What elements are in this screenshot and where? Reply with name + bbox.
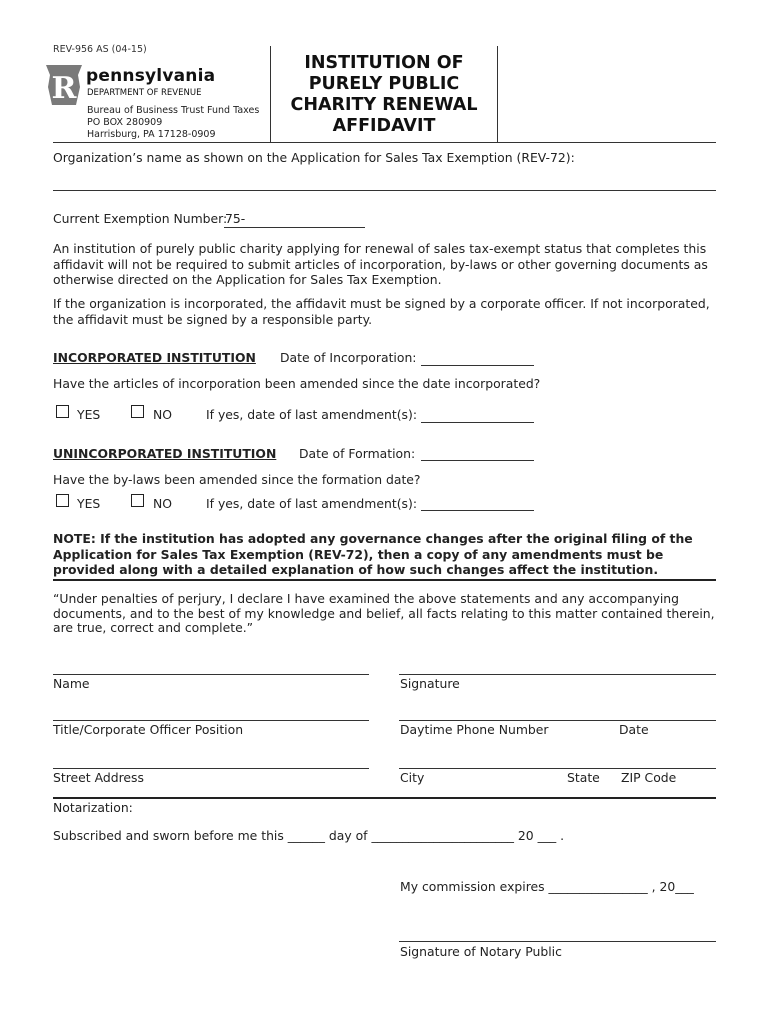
unincorporated-yes-label: YES	[77, 496, 101, 511]
sworn-line[interactable]: Subscribed and sworn before me this ______ day of _______________________ 20 ___ .	[53, 828, 565, 843]
exemption-prefix: 75-	[225, 211, 246, 226]
city-label: City	[400, 770, 425, 785]
exemption-number-label: Current Exemption Number:	[53, 211, 228, 226]
incorporated-no-checkbox[interactable]	[131, 405, 144, 418]
incorporated-amend-date-field[interactable]	[421, 422, 534, 423]
street-field[interactable]	[53, 768, 369, 769]
agency-name: pennsylvania	[86, 66, 216, 86]
unincorporated-no-checkbox[interactable]	[131, 494, 144, 507]
signature-field[interactable]	[399, 674, 716, 675]
agency-address	[87, 105, 259, 141]
unincorporated-no-label: NO	[153, 496, 173, 511]
form-title	[272, 53, 496, 137]
name-label: Name	[53, 676, 90, 691]
title-field[interactable]	[53, 720, 369, 721]
notary-signature-label: Signature of Notary Public	[400, 944, 562, 959]
name-field[interactable]	[53, 674, 369, 675]
unincorporated-heading: UNINCORPORATED INSTITUTION	[53, 446, 277, 461]
logo-letter: R	[51, 71, 77, 106]
department-name: DEPARTMENT OF REVENUE	[87, 88, 202, 98]
address-line: Bureau of Business Trust Fund Taxes	[87, 105, 260, 116]
perjury-declaration: “Under penalties of perjury, I declare I have examined the above statements and any accompanying documents, and to the best of my knowledge and belief, all facts relating to this matter contained therein, are true, correct and complete.”	[53, 591, 715, 635]
commission-line[interactable]: My commission expires ________________ , 20___	[400, 879, 694, 894]
incorporated-no-label: NO	[153, 407, 173, 422]
unincorporated-yes-checkbox[interactable]	[56, 494, 69, 507]
title-label: Title/Corporate Officer Position	[53, 722, 244, 737]
unincorporated-amend-label: If yes, date of last amendment(s):	[206, 496, 417, 511]
header-divider-left	[270, 46, 271, 142]
title-line: PURELY PUBLIC	[308, 74, 460, 94]
title-line: INSTITUTION OF	[304, 53, 464, 73]
phone-date-field[interactable]	[399, 720, 716, 721]
org-name-label: Organization’s name as shown on the Application for Sales Tax Exemption (REV-72):	[53, 150, 575, 165]
unincorporated-amend-date-field[interactable]	[421, 510, 534, 511]
date-label: Date	[619, 722, 649, 737]
form-code: REV-956 AS (04-15)	[53, 44, 147, 55]
signature-label: Signature	[400, 676, 460, 691]
formation-date-label: Date of Formation:	[299, 446, 416, 461]
note-rule	[53, 579, 716, 581]
incorporated-amend-label: If yes, date of last amendment(s):	[206, 407, 417, 422]
unincorporated-question: Have the by-laws been amended since the formation date?	[53, 472, 421, 487]
incorporation-date-label: Date of Incorporation:	[280, 350, 417, 365]
address-line: Harrisburg, PA 17128-0909	[87, 129, 216, 140]
city-state-zip-field[interactable]	[399, 768, 716, 769]
exemption-number-field[interactable]	[224, 227, 365, 228]
incorporated-question: Have the articles of incorporation been amended since the date incorporated?	[53, 376, 541, 391]
phone-label: Daytime Phone Number	[400, 722, 549, 737]
street-label: Street Address	[53, 770, 144, 785]
title-line: AFFIDAVIT	[332, 116, 436, 136]
formation-date-field[interactable]	[421, 460, 534, 461]
header-rule	[53, 142, 716, 143]
org-name-field[interactable]	[53, 190, 716, 191]
intro-paragraph: An institution of purely public charity applying for renewal of sales tax-exempt status that completes this affidavit will not be required to submit articles of incorporation, by-laws or other governing documents as otherwise directed on the Application for Sales Tax Exemption.	[53, 241, 708, 287]
signer-paragraph: If the organization is incorporated, the affidavit must be signed by a corporate officer. If not incorporated, the affidavit must be signed by a responsible party.	[53, 296, 710, 327]
state-label: State	[567, 770, 600, 785]
title-line: CHARITY RENEWAL	[290, 95, 478, 115]
incorporated-yes-label: YES	[77, 407, 101, 422]
notary-rule	[53, 797, 716, 799]
notary-signature-field[interactable]	[399, 941, 716, 942]
governance-note: NOTE: If the institution has adopted any governance changes after the original filing of the Application for Sales Tax Exemption (REV-72), then a copy of any amendments must be provided along with a detailed explanation of how such changes affect the institution.	[53, 531, 693, 577]
notarization-heading: Notarization:	[53, 800, 133, 815]
address-line: PO BOX 280909	[87, 117, 163, 128]
incorporation-date-field[interactable]	[421, 365, 534, 366]
incorporated-yes-checkbox[interactable]	[56, 405, 69, 418]
zip-label: ZIP Code	[621, 770, 677, 785]
incorporated-heading: INCORPORATED INSTITUTION	[53, 350, 256, 365]
pa-keystone-logo-icon	[44, 63, 84, 107]
header-divider-right	[497, 46, 498, 142]
